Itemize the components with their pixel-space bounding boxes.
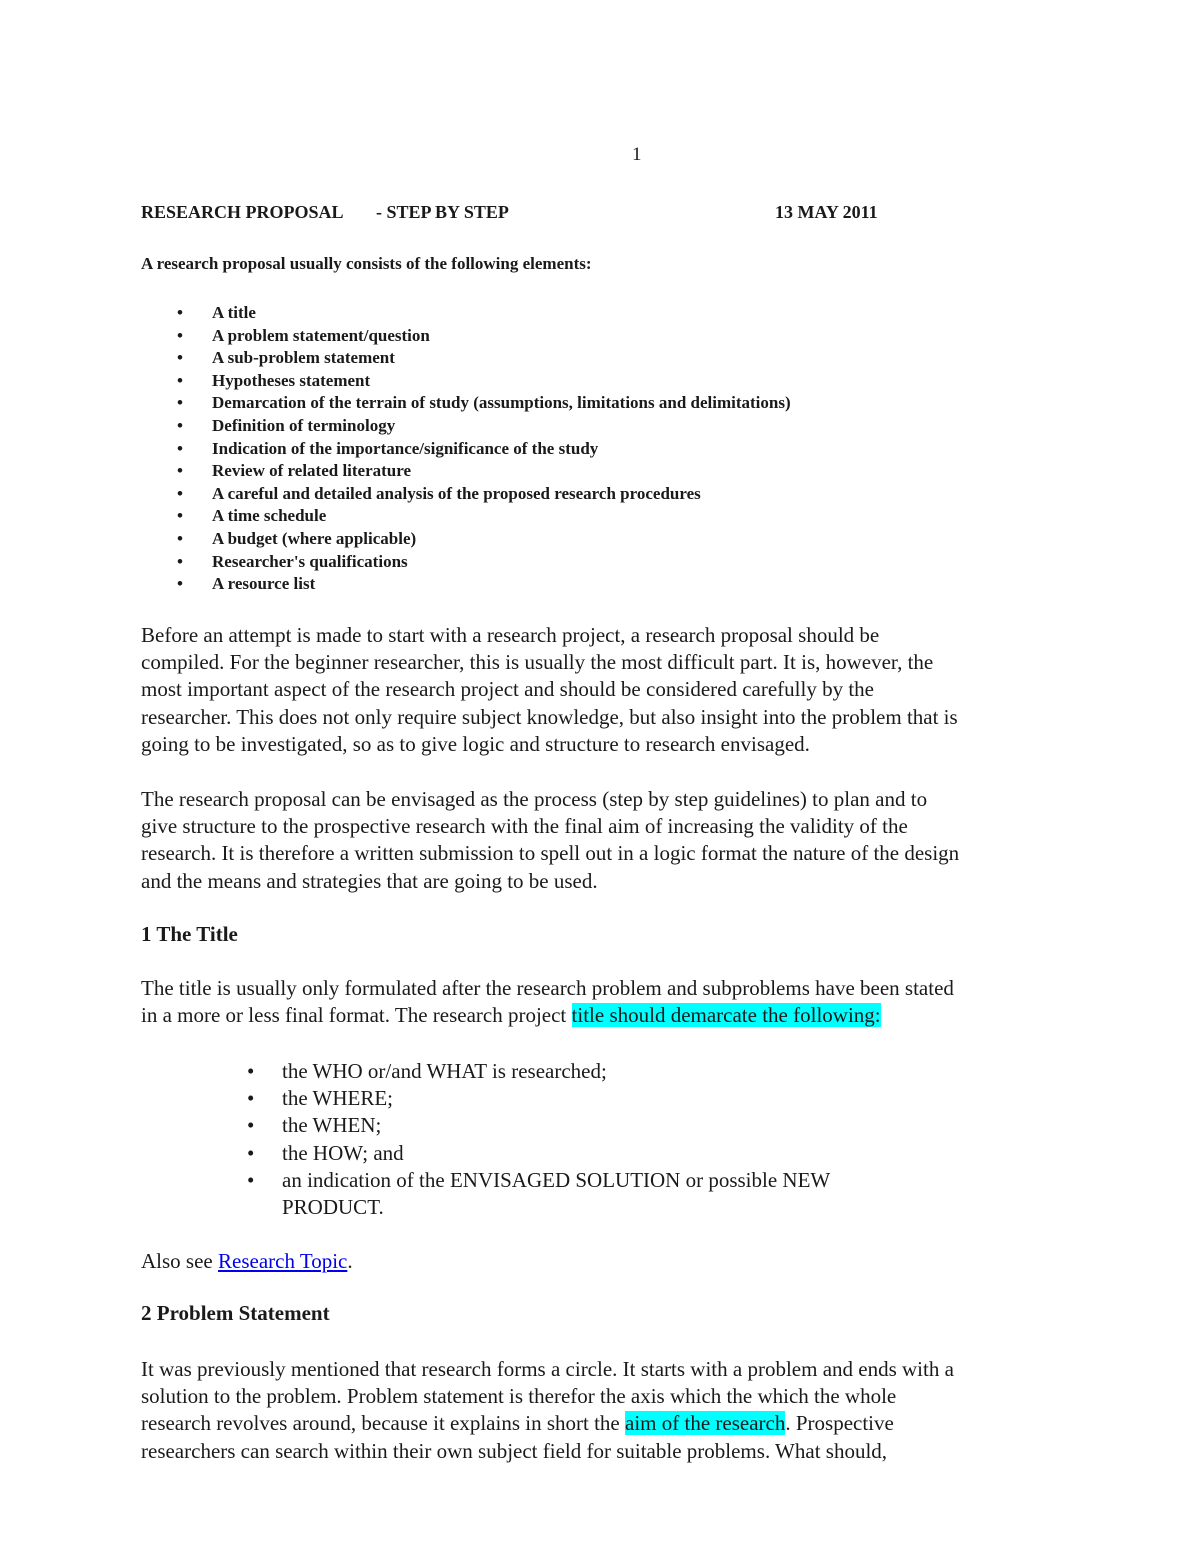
list-item [141,528,791,551]
bullet-icon: • [177,528,183,548]
list-item [141,347,791,370]
list-item-text: an indication of the ENVISAGED SOLUTION or possible NEW [282,1167,831,1192]
doc-subtitle: - STEP BY STEP [376,202,509,222]
doc-title: RESEARCH PROPOSAL [141,202,344,222]
list-item [141,1085,830,1112]
bullet-icon: • [177,325,183,345]
list-item [141,483,791,506]
text-line: most important aspect of the research project and should be considered carefully by the [141,677,874,702]
list-item-text: Indication of the importance/significance of the study [212,438,599,458]
list-item [141,573,791,596]
list-item-text: A title [212,303,256,322]
list-item-text: A problem statement/question [212,325,430,345]
list-item-text: Definition of terminology [212,415,396,435]
text-line: and the means and strategies that are going to be used. [141,868,598,893]
list-item [141,302,791,325]
text-line: The research proposal can be envisaged as the process (step by step guidelines) to plan and to [141,787,928,811]
list-item-text: the WHERE; [282,1086,394,1111]
list-item-continuation: PRODUCT. [282,1195,384,1220]
bullet-icon: • [177,506,183,526]
bullet-icon: • [177,370,183,390]
text-segment: research revolves around, because it explains in short the [141,1411,625,1436]
list-item [141,325,791,348]
text-line [141,1002,954,1029]
bullet-icon: • [247,1167,255,1192]
text-line: The title is usually only formulated after the research problem and subproblems have been stated [141,976,954,1000]
page-number: 1 [632,144,642,165]
highlighted-text: title should demarcate the following: [571,1003,881,1028]
text-line: researcher. This does not only require subject knowledge, but also insight into the problem that is [141,704,958,729]
bullet-icon: • [177,438,183,458]
list-item [141,415,791,438]
list-item [141,1112,830,1139]
list-item-text: Hypotheses statement [212,370,371,390]
bullet-icon: • [177,415,183,435]
text-segment: . Prospective [785,1411,894,1436]
text-line [141,1410,954,1437]
bullet-icon: • [177,483,183,503]
section-heading-title: 1 The Title [141,922,238,946]
list-item-text: A sub-problem statement [212,348,395,368]
list-item-text: Researcher's qualifications [212,551,408,571]
bullet-icon: • [247,1113,255,1138]
text-line: give structure to the prospective research with the final aim of increasing the validity of the [141,814,908,839]
paragraph-title [141,975,954,1029]
paragraph-problem [141,1356,954,1465]
title-criteria-list [141,1058,830,1221]
bullet-icon: • [177,393,183,413]
text-line: research. It is therefore a written submission to spell out in a logic format the nature of the design [141,841,960,866]
list-item-text: A budget (where applicable) [212,528,417,548]
also-see-label: Also see [141,1249,218,1273]
paragraph-intro [141,622,958,758]
text-line: solution to the problem. Problem statement is therefor the axis which the which the whole [141,1384,897,1409]
bullet-icon: • [247,1059,255,1083]
text-line: It was previously mentioned that research forms a circle. It starts with a problem and ends with a [141,1357,954,1381]
paragraph-process [141,786,959,895]
bullet-icon: • [247,1140,255,1165]
also-see-line [141,1248,353,1275]
list-item-text: the WHEN; [282,1113,382,1138]
bullet-icon: • [177,551,183,571]
list-item [141,438,791,461]
bullet-icon: • [247,1086,255,1111]
section-heading-problem: 2 Problem Statement [141,1301,330,1325]
list-item [141,551,791,574]
list-item-text: the WHO or/and WHAT is researched; [282,1059,607,1083]
list-item-text: Demarcation of the terrain of study (assumptions, limitations and delimitations) [212,393,791,413]
elements-list [141,302,791,596]
list-item [141,1140,830,1167]
text-line: going to be investigated, so as to give logic and structure to research envisaged. [141,731,810,756]
text-line: Before an attempt is made to start with a research project, a research proposal should be [141,623,880,647]
list-item-text: A resource list [212,574,316,594]
list-item [141,505,791,528]
text-line: compiled. For the beginner researcher, this is usually the most difficult part. It is, however, the [141,650,934,675]
list-item-text: A careful and detailed analysis of the proposed research procedures [212,483,701,503]
list-item [141,1167,830,1194]
list-item [141,1058,830,1085]
text-line: researchers can search within their own subject field for suitable problems. What should, [141,1438,888,1463]
research-topic-link[interactable]: Research Topic [218,1249,348,1273]
highlighted-text: aim of the research [625,1411,786,1436]
list-item [141,370,791,393]
list-item-text: Review of related literature [212,461,412,481]
doc-date: 13 MAY 2011 [775,202,878,222]
bullet-icon: • [177,574,183,594]
bullet-icon: • [177,461,183,481]
list-item-text: the HOW; and [282,1140,404,1165]
bullet-icon: • [177,348,183,368]
list-item [141,460,791,483]
text-segment: in a more or less final format. The research project [141,1003,572,1028]
bullet-icon: • [177,303,183,322]
text-segment: . [347,1249,353,1273]
list-item [141,392,791,415]
list-item-text: A time schedule [212,506,327,526]
intro-text: A research proposal usually consists of the following elements: [141,254,592,273]
